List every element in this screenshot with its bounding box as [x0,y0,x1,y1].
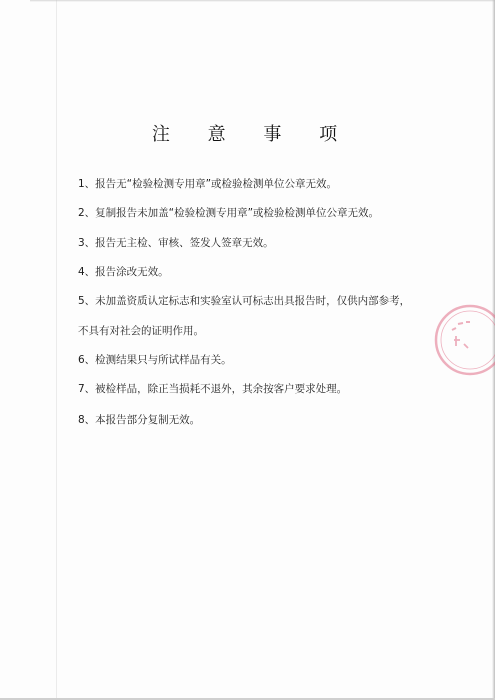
page-edge-top [30,0,495,2]
page-title: 注 意 事 项 [151,124,354,145]
notice-item-8: 8、本报告部分复制无效。 [78,414,201,426]
notice-item-1: 1、报告无“检验检测专用章”或检验检测单位公章无效。 [78,178,338,190]
notice-item-6: 6、检测结果只与所试样品有关。 [78,354,232,366]
seal-glyph-marks [452,322,470,330]
official-seal-stamp [430,300,495,380]
notice-item-4: 4、报告涂改无效。 [78,266,169,278]
notice-item-5: 5、未加盖资质认定标志和实验室认可标志出具报告时，仅供内部参考， [78,295,411,307]
notice-item-5-continued: 不具有对社会的证明作用。 [78,325,204,337]
seal-glyph-marks-2 [454,336,468,348]
seal-inner-ring [441,311,495,369]
notice-item-2: 2、复制报告未加盖“检验检测专用章”或检验检测单位公章无效。 [78,207,380,219]
notice-item-7: 7、被检样品，除正当损耗不退外，其余按客户要求处理。 [78,383,348,395]
notice-item-3: 3、报告无主检、审核、签发人签章无效。 [78,237,274,249]
page-edge-left [56,0,57,700]
